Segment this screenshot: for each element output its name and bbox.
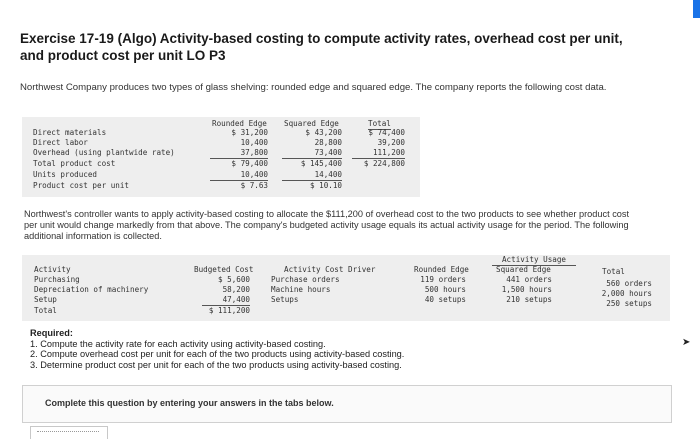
required-heading: Required:	[30, 328, 73, 338]
group-header-activity-usage: Activity Usage	[492, 255, 576, 266]
cost-data-table	[22, 117, 420, 197]
instruction-text: Complete this question by entering your answers in the tabs below.	[45, 398, 334, 408]
intro-text: Northwest Company produces two types of glass shelving: rounded edge and squared edge. The company reports the following cost data.	[20, 82, 607, 93]
instruction-box	[22, 385, 672, 423]
answer-tab[interactable]	[30, 426, 108, 439]
cell-squared: 73,400	[282, 148, 342, 159]
required-section	[30, 328, 590, 370]
col-header-rounded: Rounded Edge	[212, 119, 267, 128]
budgeted-cost: 47,400	[202, 295, 250, 306]
budgeted-cost: 58,200	[222, 285, 250, 294]
row-label: Direct materials	[33, 128, 107, 137]
usage-rounded: 40 setups	[424, 295, 466, 304]
usage-squared: 1,500 hours	[501, 285, 552, 294]
cell-rounded: 10,400	[240, 138, 268, 147]
cell-rounded: $ 7.63	[240, 181, 268, 190]
usage-rounded: 500 hours	[424, 285, 466, 294]
cell-squared: 28,800	[314, 138, 342, 147]
col-header-budgeted-cost: Budgeted Cost	[194, 265, 254, 274]
exercise-title: Exercise 17-19 (Algo) Activity-based costing to compute activity rates, overhead cost per unit, and product cost per unit LO P3	[20, 31, 623, 63]
cell-total: 111,200	[352, 148, 405, 159]
controller-paragraph: Northwest's controller wants to apply activity-based costing to allocate the $111,200 of overhead cost to the two products to see whether product cost per unit would change markedly from that above. The company's budgeted activity usage equals its actual activity usage for the period. The following additional information is collected.	[24, 209, 630, 241]
activity-name: Purchasing	[34, 275, 80, 284]
total-label: Total	[34, 306, 57, 315]
activity-data-table	[22, 255, 670, 321]
col-header-squared: Squared Edge	[284, 119, 339, 128]
cell-squared: $ 145,400	[300, 159, 342, 168]
col-header-rounded: Rounded Edge	[414, 265, 469, 274]
activity-name: Depreciation of machinery	[34, 285, 149, 294]
cost-driver: Machine hours	[271, 285, 331, 294]
cell-squared: $ 10.10	[309, 181, 342, 190]
required-item-1: 1. Compute the activity rate for each activity using activity-based costing.	[30, 338, 326, 349]
col-header-cost-driver: Activity Cost Driver	[284, 265, 376, 274]
row-label: Direct labor	[33, 138, 88, 147]
mouse-cursor-icon: ➤	[682, 337, 691, 348]
activity-name: Setup	[34, 295, 57, 304]
row-label: Units produced	[33, 170, 98, 179]
total-budgeted-cost: $ 111,200	[208, 306, 250, 315]
required-item-2: 2. Compute overhead cost per unit for each of the two products using activity-based costing.	[30, 349, 405, 360]
cell-rounded: 37,800	[210, 148, 268, 159]
row-label: Total product cost	[33, 159, 116, 168]
cell-total: 39,200	[377, 138, 405, 147]
col-header-total: Total	[602, 267, 625, 276]
usage-total: 250 setups	[606, 299, 652, 308]
scroll-indicator	[693, 0, 700, 18]
cell-total: $ 74,400	[368, 128, 405, 137]
col-header-squared: Squared Edge	[496, 265, 551, 274]
row-label: Product cost per unit	[33, 181, 130, 190]
col-header-activity: Activity	[34, 265, 71, 274]
cost-driver: Setups	[271, 295, 299, 304]
usage-squared: 210 setups	[506, 295, 552, 304]
cell-squared: $ 43,200	[305, 128, 342, 137]
cell-total: $ 224,800	[363, 159, 405, 168]
usage-rounded: 119 orders	[420, 275, 466, 284]
usage-total: 2,000 hours	[601, 289, 652, 298]
cell-rounded: $ 31,200	[231, 128, 268, 137]
cost-driver: Purchase orders	[271, 275, 340, 284]
row-label: Overhead (using plantwide rate)	[33, 148, 175, 157]
cell-rounded: $ 79,400	[231, 159, 268, 168]
budgeted-cost: $ 5,600	[217, 275, 250, 284]
cell-squared: 14,400	[282, 170, 342, 181]
cell-rounded: 10,400	[210, 170, 268, 181]
usage-squared: 441 orders	[506, 275, 552, 284]
required-item-3: 3. Determine product cost per unit for each of the two products using activity-based costing.	[30, 359, 402, 370]
col-header-total: Total	[368, 119, 391, 128]
usage-total: 560 orders	[606, 279, 652, 288]
